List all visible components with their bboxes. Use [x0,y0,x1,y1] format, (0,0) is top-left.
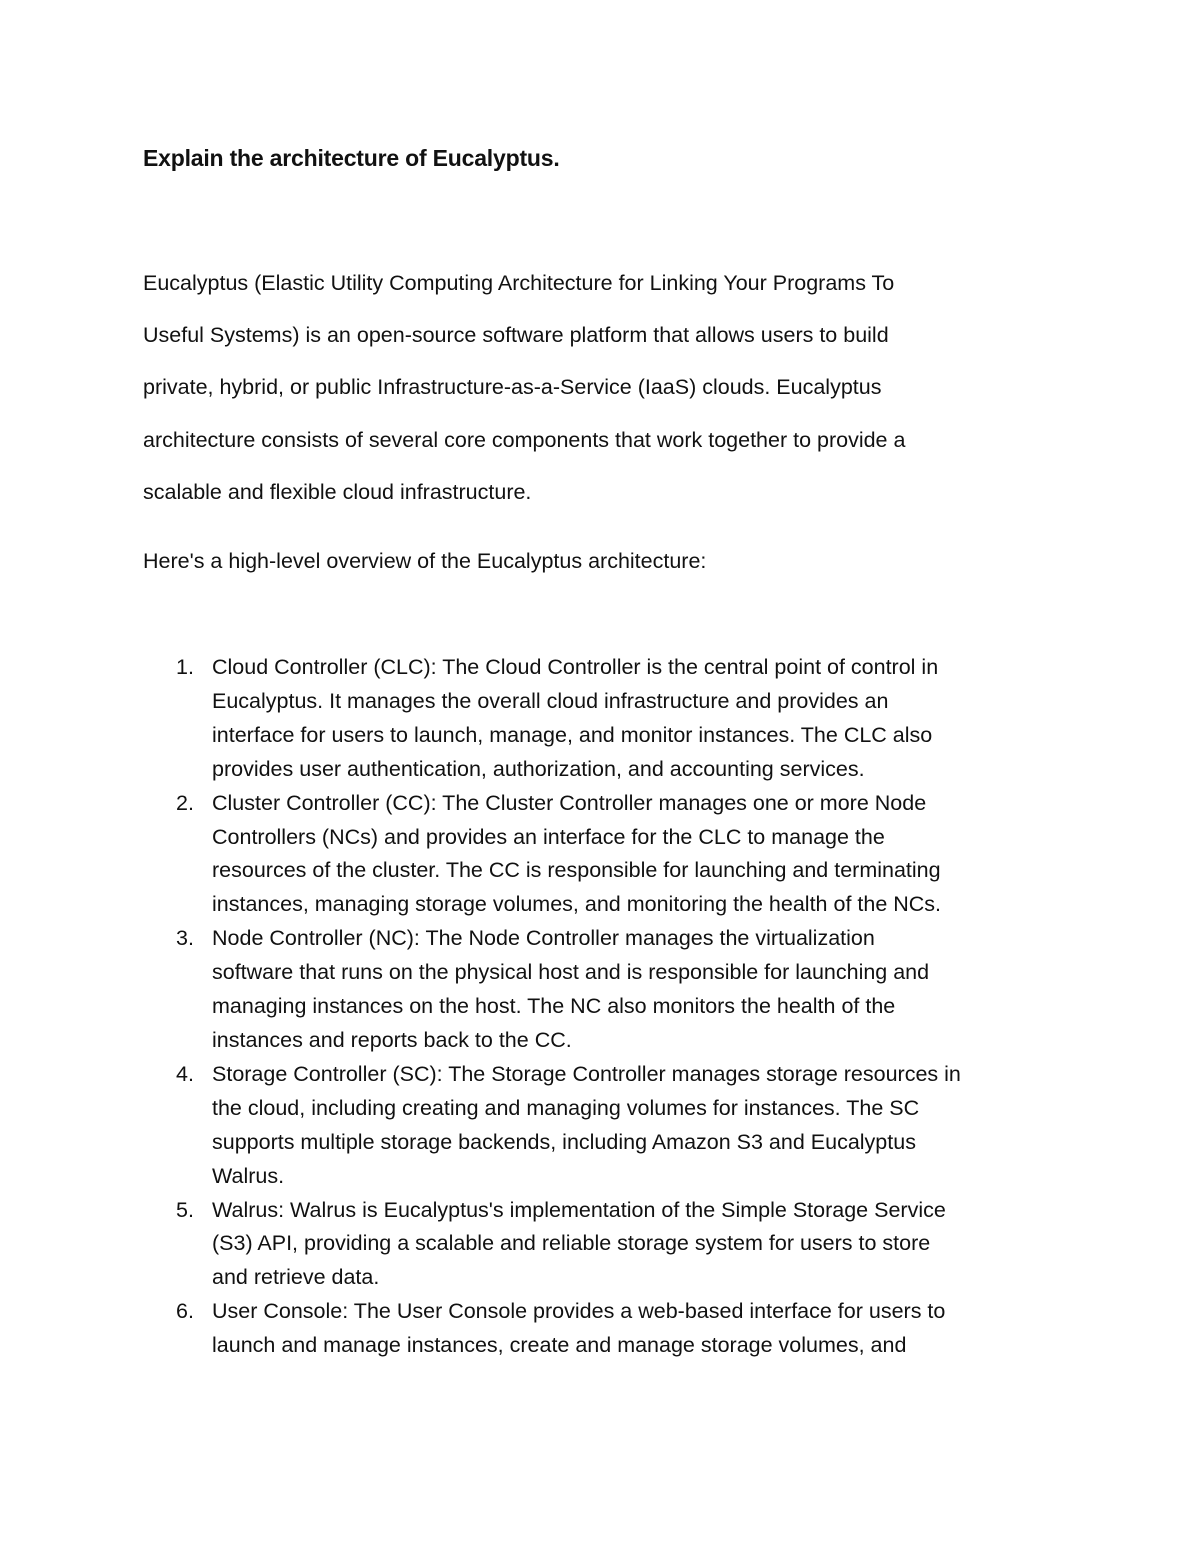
list-item-line: Eucalyptus. It manages the overall cloud infrastructure and provides an [212,688,889,713]
list-item-line: Storage Controller (SC): The Storage Controller manages storage resources in [212,1061,961,1086]
list-item-line: and retrieve data. [212,1265,380,1290]
list-number: 4. [176,1061,194,1086]
list-item-line: resources of the cluster. The CC is responsible for launching and terminating [212,858,941,883]
list-item-line: the cloud, including creating and managing volumes for instances. The SC [212,1095,920,1120]
intro-line: Useful Systems) is an open-source software platform that allows users to build [143,323,889,348]
intro-paragraph [143,257,1063,518]
list-item-line: managing instances on the host. The NC also monitors the health of the [212,994,896,1019]
list-number: 1. [176,655,194,679]
list-item-line: software that runs on the physical host and is responsible for launching and [212,960,930,985]
list-item-line: interface for users to launch, manage, and monitor instances. The CLC also [212,722,933,747]
list-item-line: Walrus. [212,1163,285,1188]
document-title: Explain the architecture of Eucalyptus. [143,145,560,171]
list-number: 6. [176,1299,194,1324]
list-item-line: instances and reports back to the CC. [212,1027,572,1052]
list-item-cloud-controller [143,651,1103,787]
list-item-node-controller [143,922,1103,1058]
intro-line: Eucalyptus (Elastic Utility Computing Architecture for Linking Your Programs To [143,271,895,295]
list-item-line: (S3) API, providing a scalable and reliable storage system for users to store [212,1231,931,1256]
list-item-line: Cluster Controller (CC): The Cluster Controller manages one or more Node [212,790,927,815]
list-number: 2. [176,790,194,815]
component-list [143,651,1103,1363]
intro-line: scalable and flexible cloud infrastructure. [143,479,532,504]
list-item-cluster-controller [143,787,1103,923]
list-item-line: Cloud Controller (CLC): The Cloud Controller is the central point of control in [212,655,939,679]
list-item-storage-controller [143,1058,1103,1194]
list-item-line: User Console: The User Console provides a web-based interface for users to [212,1299,946,1324]
list-number: 3. [176,926,194,951]
intro-line: architecture consists of several core components that work together to provide a [143,427,906,452]
list-item-line: provides user authentication, authorization, and accounting services. [212,756,865,781]
overview-lead: Here's a high-level overview of the Eucalyptus architecture: [143,549,707,573]
list-item-line: Node Controller (NC): The Node Controller manages the virtualization [212,926,875,951]
intro-line: private, hybrid, or public Infrastructure-as-a-Service (IaaS) clouds. Eucalyptus [143,375,882,400]
list-item-line: Controllers (NCs) and provides an interface for the CLC to manage the [212,824,885,849]
list-item-line: launch and manage instances, create and manage storage volumes, and [212,1333,907,1358]
list-number: 5. [176,1197,194,1222]
list-item-line: supports multiple storage backends, including Amazon S3 and Eucalyptus [212,1129,916,1154]
list-item-walrus [143,1194,1103,1296]
list-item-user-console [143,1295,1103,1363]
list-item-line: Walrus: Walrus is Eucalyptus's implementation of the Simple Storage Service [212,1197,946,1222]
list-item-line: instances, managing storage volumes, and monitoring the health of the NCs. [212,892,942,917]
